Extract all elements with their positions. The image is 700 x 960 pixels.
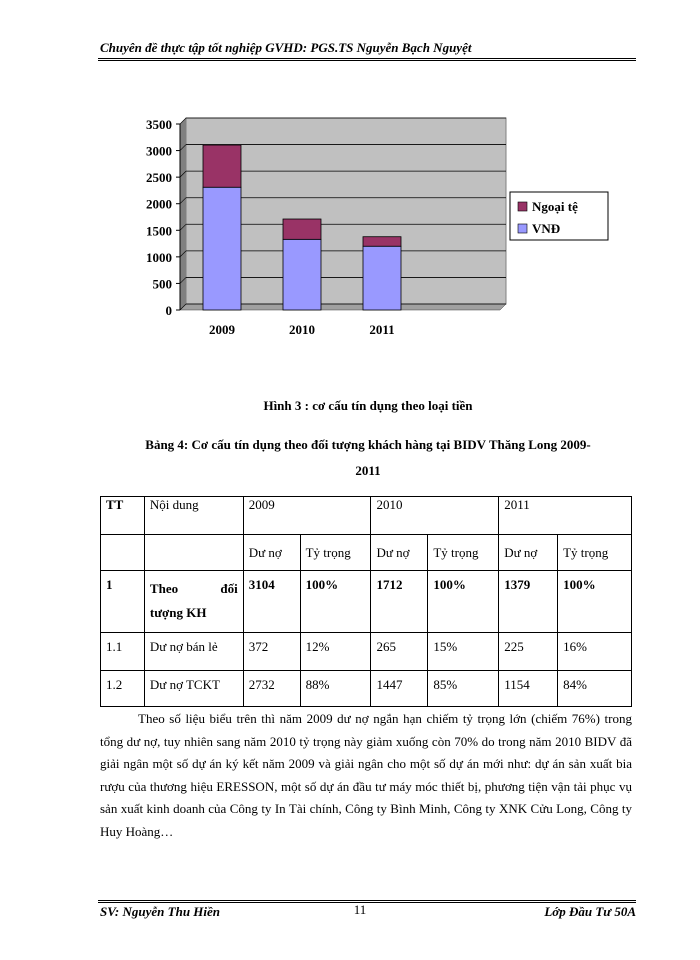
- body-paragraph-text: Theo số liệu biểu trên thì năm 2009 dư nợ ngắn hạn chiếm tỷ trọng lớn (chiếm 76%) trong tổng dư nợ, tuy nhiên sang năm 2010 tỷ trọng này giảm xuống còn 70% do trong năm 2010 BIDV đã giải ngân một số dự án ký kết năm 2009 và giải ngân cho một số dự án mới như: dự án sản xuất bia rượu của thương hiệu ERESSON, một số dự án đầu tư máy móc thiết bị, phương tiện vận tải phục vụ sản xuất kinh doanh của Công ty In Tài chính, Công ty Bình Minh, Công ty XNK Cửu Long, Công ty Huy Hoàng…: [100, 711, 632, 839]
- row-1-2-debt-2009: 2732: [243, 671, 300, 707]
- bar-ngoai-te-2011: [363, 237, 401, 247]
- row-1-debt-2011: 1379: [499, 571, 558, 633]
- bar-vnd-2009: [203, 187, 241, 310]
- subheader-debt: Dư nợ: [243, 535, 300, 571]
- header-2011: 2011: [499, 497, 632, 535]
- stacked-bar-chart: [120, 110, 610, 340]
- row-1-content-b: đối: [220, 581, 238, 596]
- y-tick-label: 0: [165, 303, 172, 318]
- row-1-2-ratio-2011: 84%: [558, 671, 632, 707]
- row-1-1-debt-2010: 265: [371, 633, 428, 671]
- row-1-1-tt: 1.1: [101, 633, 145, 671]
- header-2009: 2009: [243, 497, 371, 535]
- page-number: 11: [353, 902, 367, 917]
- row-1-content-c: tượng KH: [149, 605, 207, 620]
- row-1-ratio-2010: 100%: [428, 571, 499, 633]
- y-tick-label: 1500: [146, 223, 172, 239]
- row-1-debt-2010: 1712: [371, 571, 428, 633]
- row-1-1-debt-2011: 225: [499, 633, 558, 671]
- row-1-2-tt: 1.2: [101, 671, 145, 707]
- legend-swatch: [518, 224, 527, 233]
- x-tick-label: 2011: [369, 322, 395, 337]
- row-1-debt-2009: 3104: [243, 571, 300, 633]
- y-tick-label: 1000: [146, 249, 172, 265]
- row-1-2-ratio-2009: 88%: [300, 671, 371, 707]
- footer-student: SV: Nguyễn Thu Hiền: [100, 904, 221, 919]
- header-content: Nội dung: [144, 497, 243, 535]
- x-tick-label: 2009: [209, 322, 235, 337]
- subheader-empty: [101, 535, 145, 571]
- subheader-ratio: Tỷ trọng: [300, 535, 371, 571]
- row-1-1-ratio-2009: 12%: [300, 633, 371, 671]
- row-1-content-a: Theo: [149, 581, 179, 596]
- y-tick-label: 2000: [146, 196, 172, 212]
- header-rule: [98, 58, 636, 61]
- row-1-1-ratio-2011: 16%: [558, 633, 632, 671]
- row-1-2-debt-2011: 1154: [499, 671, 558, 707]
- row-1-1-debt-2009: 372: [243, 633, 300, 671]
- bar-vnd-2010: [283, 239, 321, 310]
- header-2010: 2010: [371, 497, 499, 535]
- subheader-debt: Dư nợ: [499, 535, 558, 571]
- row-1-2-debt-2010: 1447: [371, 671, 428, 707]
- bar-vnd-2011: [363, 246, 401, 310]
- subheader-debt: Dư nợ: [371, 535, 428, 571]
- figure-caption: Hình 3 : cơ cấu tín dụng theo loại tiền: [263, 398, 473, 413]
- table-title-line-1: Bảng 4: Cơ cấu tín dụng theo đối tượng khách hàng tại BIDV Thăng Long 2009-: [145, 437, 591, 452]
- body-paragraph: [100, 708, 632, 843]
- legend-swatch: [518, 202, 527, 211]
- x-tick-label: 2010: [289, 322, 315, 337]
- subheader-empty: [144, 535, 243, 571]
- page-header: Chuyên đề thực tập tốt nghiệp GVHD: PGS.TS Nguyễn Bạch Nguyệt: [100, 40, 472, 55]
- y-tick-label: 3500: [146, 117, 172, 132]
- row-1-1-content: Dư nợ bán lẻ: [144, 633, 243, 671]
- footer-class: Lớp Đầu Tư 50A: [544, 904, 636, 919]
- row-1-ratio-2009: 100%: [300, 571, 371, 633]
- table-title: [100, 432, 636, 484]
- y-tick-label: 500: [152, 276, 172, 292]
- subheader-ratio: Tỷ trọng: [558, 535, 632, 571]
- row-1-1-ratio-2010: 15%: [428, 633, 499, 671]
- row-1-2-ratio-2010: 85%: [428, 671, 499, 707]
- y-tick-label: 2500: [146, 170, 172, 186]
- subheader-ratio: Tỷ trọng: [428, 535, 499, 571]
- header-tt: TT: [101, 497, 145, 535]
- y-tick-label: 3000: [146, 143, 172, 159]
- bar-ngoai-te-2010: [283, 219, 321, 239]
- legend-label: Ngoại tệ: [532, 199, 578, 214]
- bar-ngoai-te-2009: [203, 145, 241, 187]
- row-1-content: [144, 571, 243, 633]
- table-title-line-2: 2011: [355, 463, 381, 478]
- row-1-ratio-2011: 100%: [558, 571, 632, 633]
- legend-label: VNĐ: [532, 221, 561, 236]
- row-1-tt: 1: [101, 571, 145, 633]
- row-1-2-content: Dư nợ TCKT: [144, 671, 243, 707]
- credit-structure-table: [100, 496, 632, 707]
